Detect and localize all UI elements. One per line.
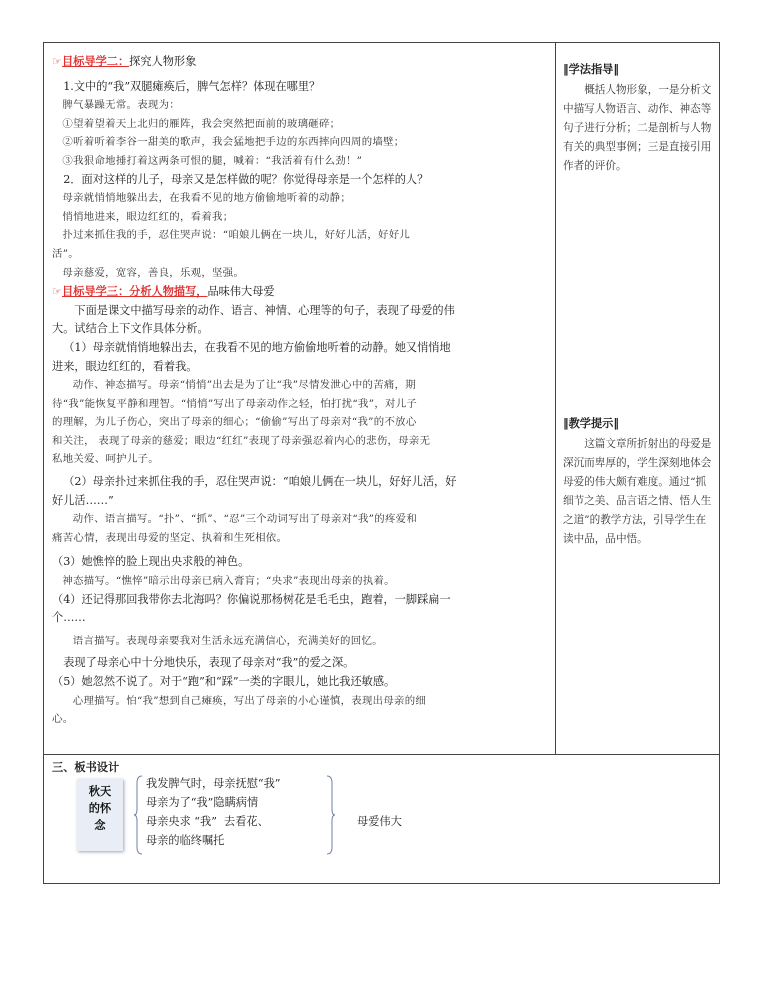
- analysis-4: 语言描写。表现母亲要我对生活永远充满信心，充满美好的回忆。: [72, 634, 383, 647]
- column-divider: [555, 42, 556, 754]
- board-line: 我发脾气时，母亲抚慰“我”: [146, 777, 281, 790]
- analysis-2: 动作、语言描写。“扑”、“抓”、“忍”三个动词写出了母亲对“我”的疼爱和: [72, 513, 418, 526]
- goal2-title: 探究人物形象: [129, 55, 197, 68]
- goal2-label: 目标导学二：: [62, 54, 130, 68]
- analysis-1: 的理解，为儿子伤心，突出了母亲的细心；“偷偷”写出了母亲对“我”的不放心: [52, 416, 417, 429]
- analysis-1: 动作、神态描写。母亲“悄悄”出去是为了让“我”尽情发泄心中的苦痛，期: [72, 379, 416, 392]
- goal3-label: 目标导学三：分析人物描写，: [62, 284, 208, 299]
- sentence-2: （2）母亲扑过来抓住我的手，忍住哭声说：“咱娘儿俩在一块儿，好好儿活，好: [63, 475, 457, 489]
- analysis-3: 神态描写。“憔悴”暗示出母亲已病入膏肓；“央求”表现出母亲的执着。: [62, 575, 395, 588]
- answer-2-line: 活”。: [52, 247, 79, 260]
- board-topic-box: [77, 779, 123, 851]
- sentence-3: （3）她憔悴的脸上现出央求般的神色。: [52, 555, 250, 569]
- board-lines: [146, 774, 281, 850]
- pointing-hand-icon: ☞: [52, 285, 63, 299]
- board-line: 母亲央求 “我” 去看花、: [146, 815, 269, 828]
- analysis-5: 心理描写。怕“我”想到自己瘫痪，写出了母亲的小心谨慎，表现出母亲的细: [72, 694, 427, 707]
- question-1: 1.文中的“我”双腿瘫痪后，脾气怎样？体现在哪里？: [63, 79, 321, 93]
- board-summary: 母爱伟大: [357, 815, 402, 828]
- left-brace-icon: [133, 775, 143, 855]
- teaching-tips-text: 这篇文章所折射出的母爱是深沉而卑厚的，学生深刻地体会母爱的伟大颇有难度。通过“抓细节之美、品言语之情、悟人生之道”的教学方法，引导学生在读中品，品中悟。: [563, 438, 712, 545]
- study-guide-text: 概括人物形象，一是分析文中描写人物语言、动作、神态等句子进行分析；二是剖析与人物有关的典型事例；三是直接引用作者的评价。: [563, 84, 712, 172]
- sentence-1: 进来，眼边红红的，看着我。: [52, 359, 198, 373]
- answer-2-line: 悄悄地进来，眼边红红的，看着我；: [62, 210, 234, 223]
- sentence-4: 个……: [52, 611, 86, 625]
- analysis-1: 待“我”能恢复平静和理智。“悄悄”写出了母亲动作之轻，怕打扰“我”，对儿子: [52, 397, 418, 410]
- main-content: [52, 52, 548, 729]
- board-design-title: 三、板书设计: [52, 760, 120, 774]
- intro-line: 下面是课文中描写母亲的动作、语言、神情、心理等的句子，表现了母爱的伟: [74, 303, 455, 317]
- board-line: 母亲的临终嘱托: [146, 834, 225, 847]
- sentence-4: （4）还记得那回我带你去北海吗？你偏说那杨树花是毛毛虫，跑着，一脚踩扁一: [52, 592, 451, 606]
- analysis-5: 心。: [52, 713, 74, 726]
- analysis-1: 私地关爱、呵护儿子。: [52, 453, 159, 466]
- pointing-hand-icon: ☞: [52, 55, 63, 68]
- intro-line: 大。试结合上下文作具体分析。: [52, 322, 209, 336]
- study-guide-panel: [563, 60, 713, 176]
- answer-2-line: 母亲就悄悄地躲出去，在我看不见的地方偷偷地听着的动静；: [62, 192, 352, 205]
- board-topic-line: 秋天: [88, 784, 112, 798]
- answer-1-item: ①望着望着天上北归的雁阵，我会突然把面前的玻璃砸碎；: [62, 117, 341, 130]
- board-topic-line: 念: [94, 818, 106, 832]
- answer-1: 脾气暴躁无常。表现为：: [62, 99, 180, 112]
- answer-2-line: 母亲慈爱，宽容，善良，乐观，坚强。: [62, 266, 245, 279]
- analysis-1: 和关注， 表现了母亲的慈爱；眼边“红红”表现了母亲强忍着内心的悲伤，母亲无: [52, 434, 431, 447]
- goal2-heading: [52, 52, 548, 72]
- analysis-2: 痛苦心情，表现出母爱的坚定、执着和生死相依。: [52, 531, 288, 544]
- summary-4: 表现了母亲心中十分地快乐，表现了母亲对“我”的爱之深。: [63, 656, 355, 670]
- board-topic-line: 的怀: [88, 801, 112, 815]
- study-guide-title: ‖学法指导‖: [563, 63, 619, 76]
- answer-1-item: ③我狠命地捶打着这两条可恨的腿，喊着：“我活着有什么劲！”: [62, 154, 363, 167]
- sentence-1: （1）母亲就悄悄地躲出去，在我看不见的地方偷偷地听着的动静。她又悄悄地: [63, 340, 451, 354]
- sentence-5: （5）她忽然不说了。对于“跑”和“踩”一类的字眼儿，她比我还敏感。: [52, 675, 396, 688]
- right-brace-icon: [326, 775, 336, 855]
- row-divider: [43, 754, 720, 755]
- goal3-heading: [52, 282, 548, 302]
- goal3-title: 品味伟大母爱: [207, 285, 275, 299]
- teaching-tips-title: ‖教学提示‖: [563, 417, 619, 430]
- board-line: 母亲为了“我”隐瞒病情: [146, 796, 259, 809]
- teaching-tips-panel: [563, 414, 713, 549]
- question-2: 2．面对这样的儿子，母亲又是怎样做的呢？你觉得母亲是一个怎样的人？: [63, 172, 429, 186]
- sentence-2: 好儿活……”: [52, 493, 114, 507]
- answer-2-line: 扑过来抓住我的手，忍住哭声说：“咱娘儿俩在一块儿，好好儿活，好好儿: [62, 229, 411, 242]
- answer-1-item: ②听着听着李谷一甜美的歌声，我会猛地把手边的东西摔向四周的墙壁；: [62, 136, 405, 149]
